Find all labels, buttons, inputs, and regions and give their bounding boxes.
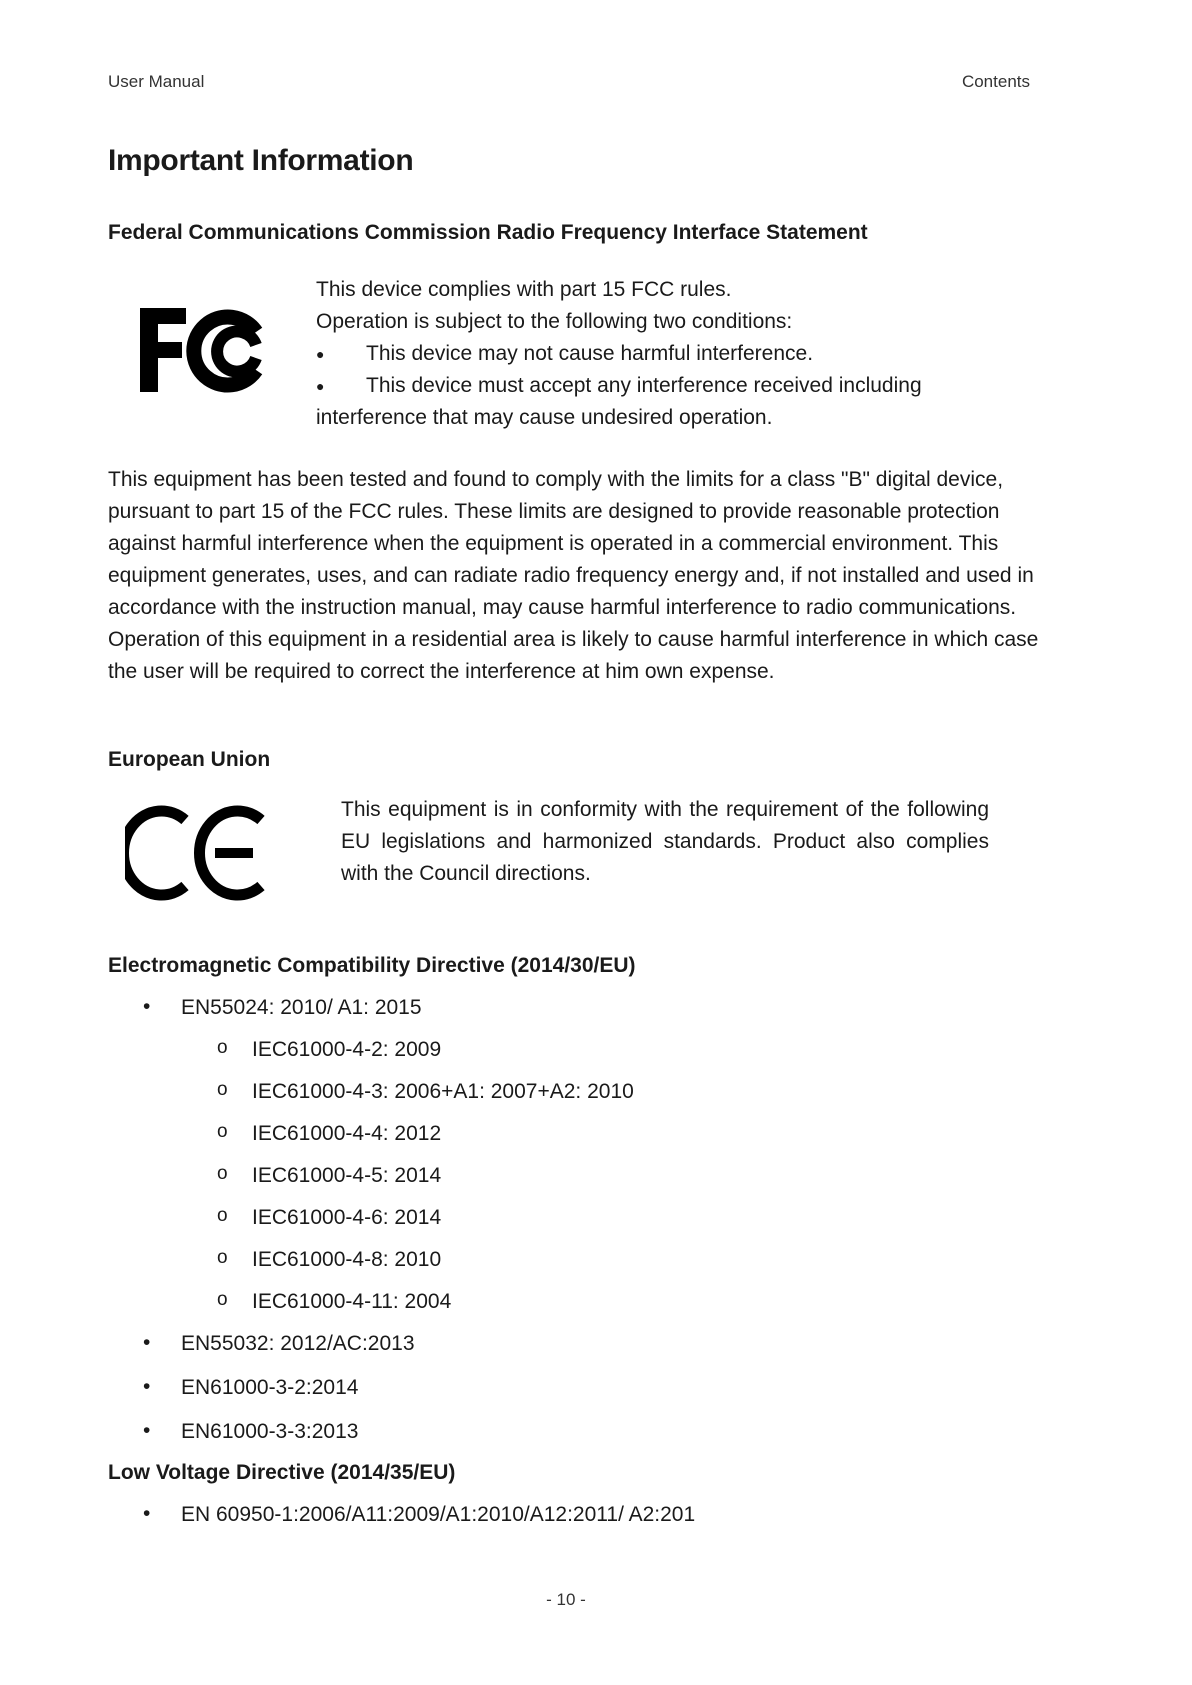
fcc-line-2: Operation is subject to the following two conditions:: [316, 310, 793, 333]
list-item: • EN61000-3-3:2013: [181, 1420, 358, 1444]
page-number: - 10 -: [546, 1590, 586, 1609]
emc-heading: Electromagnetic Compatibility Directive (2014/30/EU): [108, 954, 636, 977]
list-item: o IEC61000-4-4: 2012: [252, 1122, 441, 1146]
page-title: Important Information: [108, 144, 414, 177]
fcc-heading: Federal Communications Commission Radio Frequency Interface Statement: [108, 221, 868, 244]
fcc-bullet-2: ● This device must accept any interference received including: [316, 370, 1016, 402]
lvd-heading: Low Voltage Directive (2014/35/EU): [108, 1461, 456, 1484]
list-item: o IEC61000-4-3: 2006+A1: 2007+A2: 2010: [252, 1080, 634, 1104]
fcc-paragraph: This equipment has been tested and found to comply with the limits for a class "B" digital device, pursuant to part 15 of the FCC rules. These limits are designed to provide reasonable protection against harmful interference when the equipment is operated in a commercial environment. This equipment generates, uses, and can radiate radio frequency energy and, if not installed and used in accordance with the instruction manual, may cause harmful interference to radio communications. Operation of this equipment in a residential area is likely to cause harmful interference in which case the user will be required to correct the interference at him own expense.: [108, 468, 1039, 683]
header-right: Contents: [961, 72, 1030, 91]
fcc-conditions: [316, 274, 1016, 434]
header-left: User Manual: [108, 72, 205, 91]
eu-text: This equipment is in conformity with the requirement of the following EU legislations and harmonized standards. Product also complies with the Council directions.: [341, 798, 989, 885]
ce-logo-icon: [125, 798, 275, 908]
list-item: • EN55032: 2012/AC:2013: [181, 1332, 415, 1356]
list-item: o IEC61000-4-6: 2014: [252, 1206, 441, 1230]
list-item: o IEC61000-4-5: 2014: [252, 1164, 441, 1188]
list-item: • EN 60950-1:2006/A11:2009/A1:2010/A12:2011/ A2:201: [181, 1503, 695, 1527]
fcc-logo-icon: [138, 300, 288, 400]
fcc-continuation: interference that may cause undesired operation.: [316, 406, 773, 429]
list-item: o IEC61000-4-8: 2010: [252, 1248, 441, 1272]
fcc-line-1: This device complies with part 15 FCC rules.: [316, 278, 732, 301]
list-item: • EN61000-3-2:2014: [181, 1376, 358, 1400]
eu-heading: European Union: [108, 748, 271, 771]
list-item: • EN55024: 2010/ A1: 2015: [181, 996, 422, 1020]
list-item: o IEC61000-4-11: 2004: [252, 1290, 451, 1314]
fcc-bullet-1: ● This device may not cause harmful interference.: [316, 338, 1016, 370]
list-item: o IEC61000-4-2: 2009: [252, 1038, 441, 1062]
